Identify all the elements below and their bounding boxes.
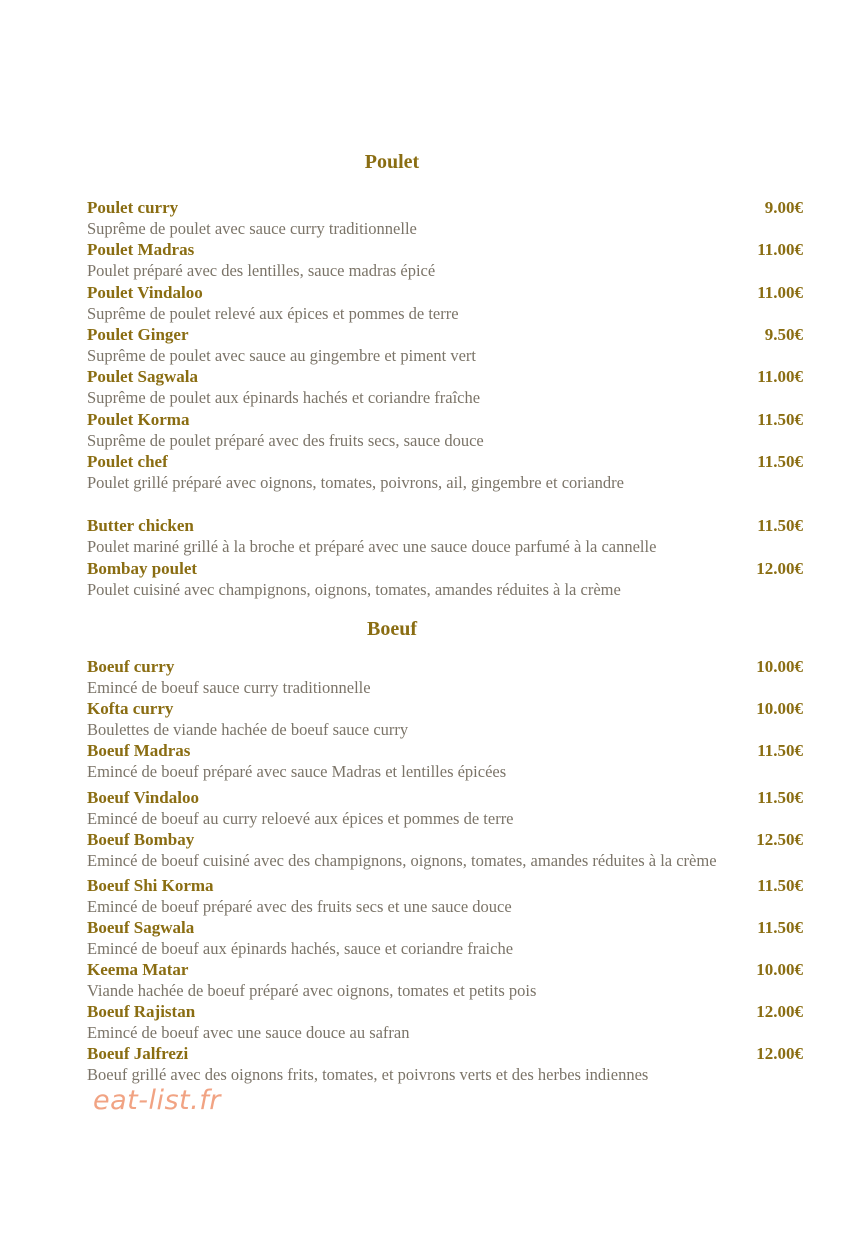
- item-description: Suprême de poulet avec sauce curry traditionnelle: [87, 219, 417, 238]
- menu-item: [87, 698, 807, 740]
- item-description: Suprême de poulet aux épinards hachés et coriandre fraîche: [87, 388, 481, 407]
- item-price: 11.00€: [757, 240, 803, 259]
- item-name: Poulet Korma: [87, 410, 190, 429]
- item-name: Boeuf Bombay: [87, 830, 195, 849]
- item-price: 11.50€: [757, 741, 803, 760]
- item-price: 11.50€: [757, 452, 803, 471]
- menu-item: [87, 558, 807, 600]
- item-description: Poulet préparé avec des lentilles, sauce madras épicé: [87, 261, 436, 280]
- menu-item: [87, 917, 807, 959]
- item-price: 10.00€: [756, 657, 803, 676]
- item-name: Boeuf Jalfrezi: [87, 1044, 189, 1063]
- item-price: 12.50€: [756, 830, 803, 849]
- watermark-logo: eat-list.fr: [93, 1085, 221, 1116]
- menu-item: [87, 366, 807, 408]
- item-name: Poulet chef: [87, 452, 168, 471]
- item-name: Poulet Ginger: [87, 325, 189, 344]
- item-description: Emincé de boeuf cuisiné avec des champignons, oignons, tomates, amandes réduites à la crème: [87, 851, 717, 870]
- item-description: Emincé de boeuf avec une sauce douce au safran: [87, 1023, 410, 1042]
- item-price: 11.50€: [757, 788, 803, 807]
- item-name: Butter chicken: [87, 516, 194, 535]
- item-description: Poulet mariné grillé à la broche et préparé avec une sauce douce parfumé à la cannelle: [87, 537, 657, 556]
- item-name: Boeuf Vindaloo: [87, 788, 199, 807]
- item-description: Viande hachée de boeuf préparé avec oignons, tomates et petits pois: [87, 981, 537, 1000]
- menu-item: [87, 959, 807, 1001]
- item-description: Emincé de boeuf préparé avec sauce Madras et lentilles épicées: [87, 762, 507, 781]
- item-description: Suprême de poulet préparé avec des fruits secs, sauce douce: [87, 431, 484, 450]
- item-name: Boeuf Madras: [87, 741, 191, 760]
- item-description: Poulet cuisiné avec champignons, oignons, tomates, amandes réduites à la crème: [87, 580, 621, 599]
- item-description: Poulet grillé préparé avec oignons, tomates, poivrons, ail, gingembre et coriandre: [87, 473, 624, 492]
- menu-item: [87, 515, 807, 557]
- item-description: Emincé de boeuf au curry reloevé aux épices et pommes de terre: [87, 809, 514, 828]
- item-name: Bombay poulet: [87, 559, 198, 578]
- menu-item: [87, 787, 807, 829]
- item-name: Poulet Sagwala: [87, 367, 198, 386]
- item-name: Kofta curry: [87, 699, 174, 718]
- item-price: 11.50€: [757, 410, 803, 429]
- item-price: 12.00€: [756, 1002, 803, 1021]
- section-title-poulet: Poulet: [364, 151, 420, 173]
- menu-item: [87, 239, 807, 281]
- menu-item: [87, 197, 807, 239]
- menu-item: [87, 829, 807, 871]
- item-description: Suprême de poulet avec sauce au gingembre et piment vert: [87, 346, 476, 365]
- item-price: 12.00€: [756, 559, 803, 578]
- menu-item: [87, 282, 807, 324]
- item-description: Emincé de boeuf sauce curry traditionnelle: [87, 678, 371, 697]
- item-name: Boeuf Rajistan: [87, 1002, 196, 1021]
- item-name: Poulet curry: [87, 198, 179, 217]
- menu-item: [87, 740, 807, 782]
- item-price: 11.00€: [757, 283, 803, 302]
- item-name: Poulet Madras: [87, 240, 195, 259]
- item-name: Boeuf Sagwala: [87, 918, 195, 937]
- item-name: Keema Matar: [87, 960, 189, 979]
- item-price: 10.00€: [756, 960, 803, 979]
- menu-item: [87, 656, 807, 698]
- menu-item: [87, 875, 807, 917]
- item-description: Emincé de boeuf aux épinards hachés, sauce et coriandre fraiche: [87, 939, 514, 958]
- item-price: 11.50€: [757, 516, 803, 535]
- item-description: Emincé de boeuf préparé avec des fruits secs et une sauce douce: [87, 897, 512, 916]
- menu-item: [87, 1043, 807, 1085]
- item-price: 9.50€: [764, 325, 803, 344]
- item-name: Boeuf Shi Korma: [87, 876, 214, 895]
- menu-item: [87, 409, 807, 451]
- menu-item: [87, 451, 807, 493]
- item-price: 10.00€: [756, 699, 803, 718]
- item-price: 11.50€: [757, 876, 803, 895]
- menu-item: [87, 324, 807, 366]
- item-description: Suprême de poulet relevé aux épices et pommes de terre: [87, 304, 459, 323]
- item-price: 9.00€: [764, 198, 803, 217]
- menu-item: [87, 1001, 807, 1043]
- item-description: Boeuf grillé avec des oignons frits, tomates, et poivrons verts et des herbes indiennes: [87, 1065, 649, 1084]
- item-name: Boeuf curry: [87, 657, 175, 676]
- section-title-boeuf: Boeuf: [367, 618, 417, 640]
- item-price: 12.00€: [756, 1044, 803, 1063]
- item-name: Poulet Vindaloo: [87, 283, 203, 302]
- item-description: Boulettes de viande hachée de boeuf sauce curry: [87, 720, 409, 739]
- item-price: 11.00€: [757, 367, 803, 386]
- item-price: 11.50€: [757, 918, 803, 937]
